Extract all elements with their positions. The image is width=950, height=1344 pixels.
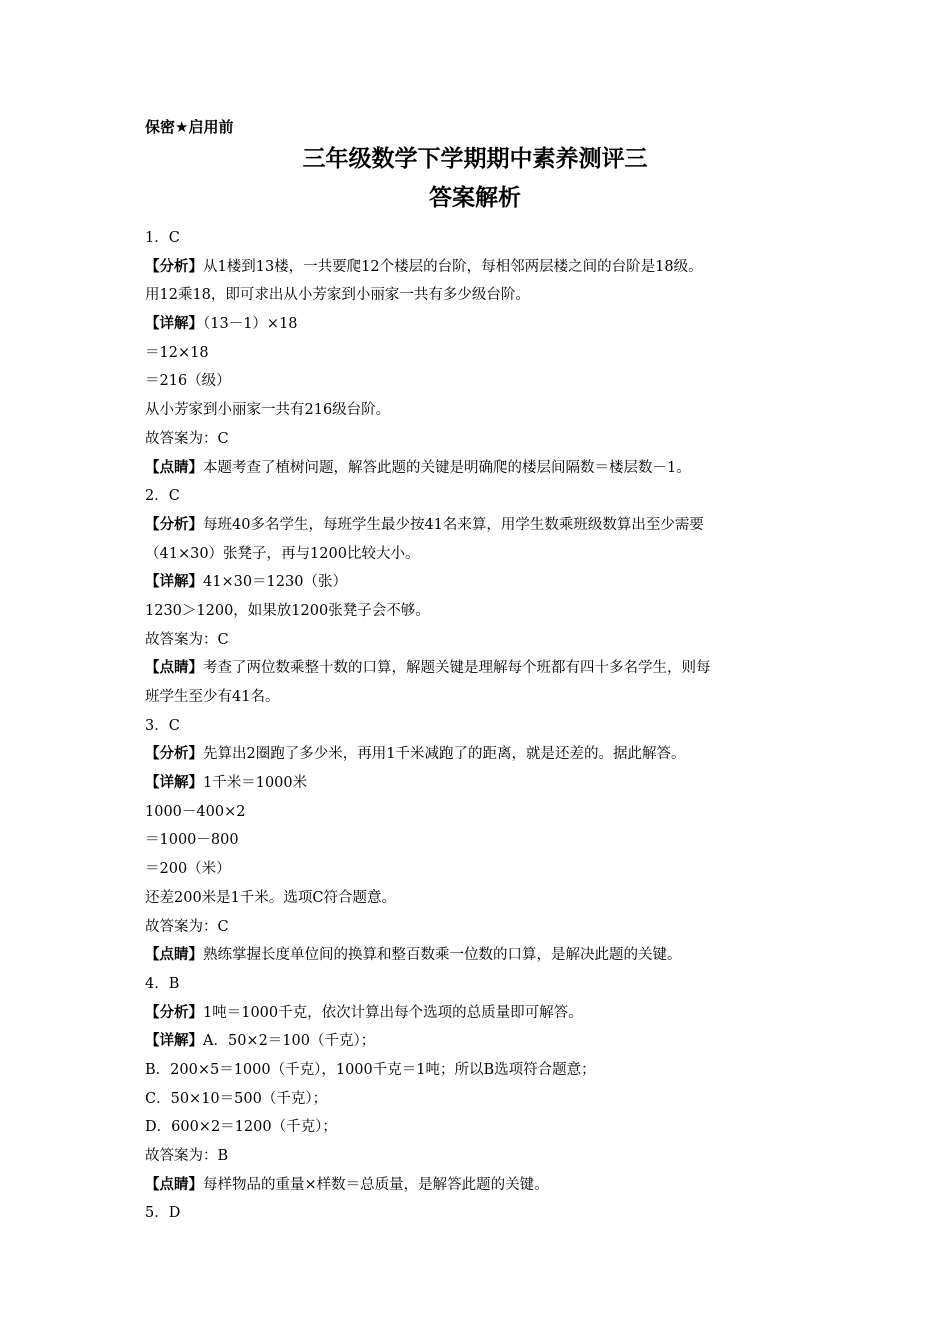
text-line <box>145 281 810 310</box>
text-line <box>145 1199 810 1228</box>
text-line <box>145 913 810 942</box>
line-text: 本题考查了植树问题，解答此题的关键是明确爬的楼层间隔数＝楼层数－1。 <box>203 459 691 476</box>
line-text: 2．C <box>145 488 180 505</box>
text-line <box>145 999 810 1028</box>
text-line <box>145 425 810 454</box>
line-text: C．50×10＝500（千克）； <box>145 1090 328 1107</box>
section-tag: 【分析】 <box>145 516 203 533</box>
section-tag: 【详解】 <box>145 775 203 792</box>
text-line <box>145 1171 810 1200</box>
line-text: （13－1）×18 <box>203 316 298 333</box>
line-text: 故答案为：C <box>145 430 229 447</box>
line-text: 还差200米是1千米。选项C符合题意。 <box>145 889 396 906</box>
text-line <box>145 683 810 712</box>
line-text: 1．C <box>145 230 180 246</box>
text-line <box>145 1113 810 1142</box>
line-text: 故答案为：B <box>145 1148 229 1164</box>
answer-body <box>145 224 810 1228</box>
line-text: 1千米＝1000米 <box>203 775 308 792</box>
text-line <box>145 454 810 483</box>
line-text: 用12乘18，即可求出从小芳家到小丽家一共有多少级台阶。 <box>145 287 530 304</box>
section-tag: 【点睛】 <box>145 459 203 476</box>
section-tag: 【详解】 <box>145 1033 203 1050</box>
line-text: 考查了两位数乘整十数的口算，解题关键是理解每个班都有四十多名学生，则每 <box>203 660 711 677</box>
text-line <box>145 367 810 396</box>
line-text: B．200×5＝1000（千克），1000千克＝1吨；所以B选项符合题意； <box>145 1061 596 1078</box>
text-line <box>145 1056 810 1085</box>
line-text: 先算出2圈跑了多少米，再用1千米减跑了的距离，就是还差的。据此解答。 <box>203 746 686 763</box>
section-tag: 【详解】 <box>145 574 203 591</box>
text-line <box>145 224 810 253</box>
line-text: 3．C <box>145 717 180 734</box>
text-line <box>145 970 810 999</box>
text-line <box>145 310 810 339</box>
text-line <box>145 884 810 913</box>
line-text: 从1楼到13楼，一共要爬12个楼层的台阶，每相邻两层楼之间的台阶是18级。 <box>203 258 703 275</box>
line-text: （41×30）张凳子，再与1200比较大小。 <box>145 545 420 562</box>
confidential-label: 保密★启用前 <box>145 118 234 136</box>
line-text: ＝200（米） <box>145 861 231 878</box>
line-text: ＝216（级） <box>145 373 231 390</box>
text-line <box>145 396 810 425</box>
section-tag: 【详解】 <box>145 316 203 333</box>
section-tag: 【分析】 <box>145 1004 203 1021</box>
section-tag: 【分析】 <box>145 746 203 763</box>
text-line <box>145 1027 810 1056</box>
text-line <box>145 855 810 884</box>
text-line <box>145 740 810 769</box>
line-text: 故答案为：C <box>145 918 229 935</box>
section-tag: 【点睛】 <box>145 1176 203 1193</box>
text-line <box>145 626 810 655</box>
text-line <box>145 482 810 511</box>
page-title: 三年级数学下学期期中素养测评三 <box>302 146 648 172</box>
line-text: 故答案为：C <box>145 631 229 648</box>
line-text: 班学生至少有41名。 <box>145 689 280 705</box>
text-line <box>145 511 810 540</box>
section-tag: 【点睛】 <box>145 947 203 964</box>
line-text: 1000－400×2 <box>145 803 246 820</box>
text-line <box>145 654 810 683</box>
line-text: 熟练掌握长度单位间的换算和整百数乘一位数的口算，是解决此题的关键。 <box>203 947 682 964</box>
text-line <box>145 1142 810 1171</box>
line-text: ＝12×18 <box>145 344 209 361</box>
text-line <box>145 712 810 741</box>
text-line <box>145 253 810 282</box>
text-line <box>145 568 810 597</box>
line-text: A．50×2＝100（千克）； <box>203 1033 376 1050</box>
line-text: 每样物品的重量×样数＝总质量，是解答此题的关键。 <box>203 1176 549 1193</box>
line-text: 每班40多名学生，每班学生最少按41名来算，用学生数乘班级数算出至少需要 <box>203 516 704 533</box>
text-line <box>145 597 810 626</box>
line-text: 41×30＝1230（张） <box>203 574 347 591</box>
page-subtitle: 答案解析 <box>429 185 521 211</box>
text-line <box>145 339 810 368</box>
line-text: D．600×2＝1200（千克）； <box>145 1119 337 1136</box>
text-line <box>145 540 810 569</box>
line-text: 从小芳家到小丽家一共有216级台阶。 <box>145 402 391 419</box>
line-text: ＝1000－800 <box>145 832 239 849</box>
line-text: 1吨＝1000千克，依次计算出每个选项的总质量即可解答。 <box>203 1004 583 1021</box>
text-line <box>145 1085 810 1114</box>
section-tag: 【点睛】 <box>145 660 203 677</box>
line-text: 4．B <box>145 975 180 992</box>
line-text: 1230＞1200，如果放1200张凳子会不够。 <box>145 602 430 619</box>
text-line <box>145 941 810 970</box>
text-line <box>145 798 810 827</box>
section-tag: 【分析】 <box>145 258 203 275</box>
line-text: 5．D <box>145 1205 181 1222</box>
text-line <box>145 826 810 855</box>
text-line <box>145 769 810 798</box>
